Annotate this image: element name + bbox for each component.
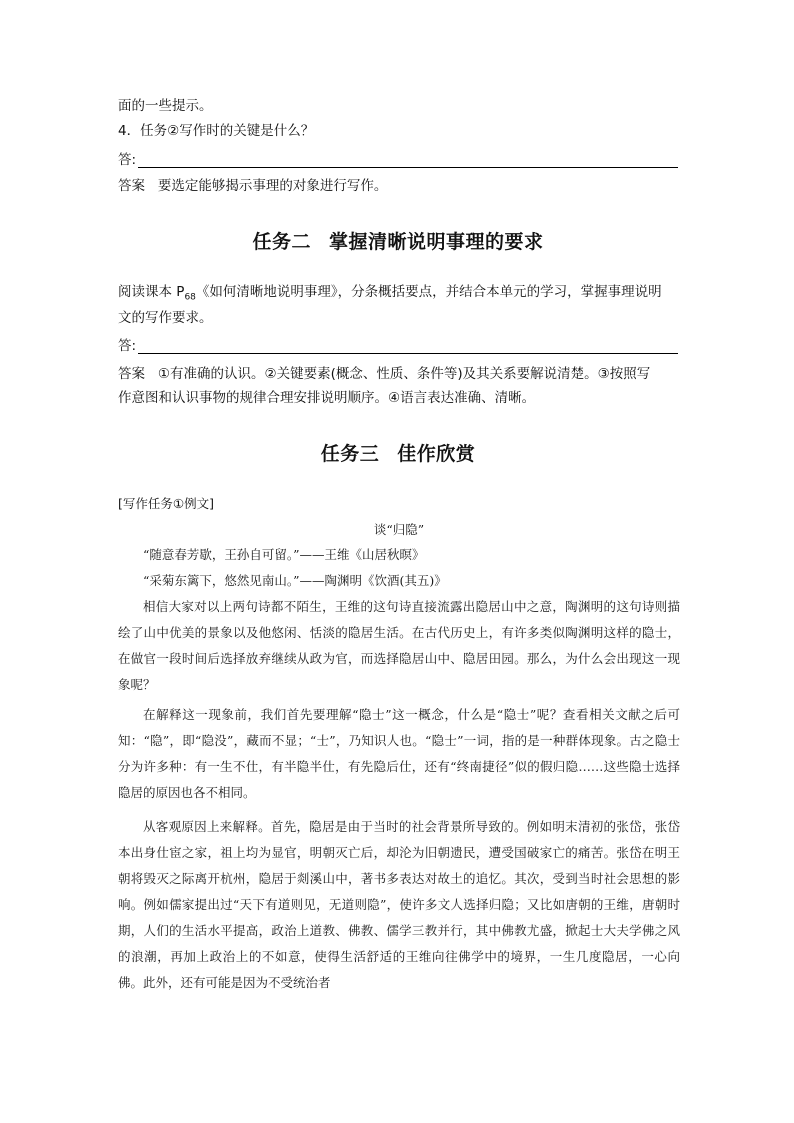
answer-underline [138, 353, 678, 354]
task2-heading-number: 任务二 [252, 231, 311, 253]
answer-blank-task2[interactable] [118, 336, 678, 356]
answer-prompt: 答: [118, 152, 137, 168]
task2-instruction-part1: 阅读课本 P [118, 284, 185, 300]
question-4: 4．任务②写作时的关键是什么？ [118, 123, 315, 139]
essay-paragraph-2: 在解释这一现象前，我们首先要理解“隐士”这一概念，什么是“隐士”呢？查看相关文献之后可知：“隐”，即“隐没”，藏而不显；“士”，乃知识人也。“隐士”一词，指的是一种群体现象。古之隐士分为许多种：有一生不仕，有半隐半仕，有先隐后仕，还有“终南捷径”似的假归隐……这些隐士选择隐居的原因也各不相同。 [118, 707, 680, 800]
task2-instruction [118, 282, 678, 308]
task2-answer-line1 [118, 364, 678, 384]
essay-title: 谈“归隐” [373, 522, 425, 537]
task2-answer-line2: 作意图和认识事物的规律合理安排说明顺序。④语言表达准确、清晰。 [118, 390, 536, 406]
task3-heading-title: 佳作欣赏 [397, 443, 476, 465]
answer-label: 答案 [118, 366, 145, 382]
answer-text: ①有准确的认识。②关键要素(概念、性质、条件等)及其关系要解说清楚。③按照写 [157, 366, 651, 382]
task3-heading [118, 441, 678, 467]
example-label: [写作任务①例文] [118, 496, 214, 511]
answer-prompt: 答: [118, 338, 137, 354]
task3-heading-number: 任务三 [320, 443, 380, 465]
task2-instruction-part2: 《如何清晰地说明事理》，分条概括要点，并结合本单元的学习，掌握事理说明 [195, 284, 662, 300]
essay-paragraph-3: 从客观原因上来解释。首先，隐居是由于当时的社会背景所导致的。例如明末清初的张岱，张岱本出身仕宦之家，祖上均为显官，明朝灭亡后，却沦为旧朝遗民，遭受国破家亡的痛苦。张岱在明王朝将毁灭之际离开杭州，隐居于剡溪山中，著书多表达对故土的追忆。其次，受到当时社会思想的影响。例如儒家提出过“天下有道则见，无道则隐”，使许多文人选择归隐；又比如唐朝的王维，唐朝时期，人们的生活水平提高，政治上道教、佛教、儒学三教并行，其中佛教尤盛，掀起士大夫学佛之风的浪潮，再加上政治上的不如意，使得生活舒适的王维向往佛学中的境界，一生几度隐居，一心向佛。此外，还有可能是因为不受统治者 [118, 819, 680, 990]
answer-blank-q4[interactable] [118, 150, 678, 170]
answer-label: 答案 [118, 178, 145, 194]
task2-instruction-line2: 文的写作要求。 [118, 310, 213, 326]
task2-heading [118, 229, 678, 255]
answer-q4 [118, 176, 678, 196]
essay-quote-2: “采菊东篱下，悠然见南山。”——陶渊明《饮酒(其五)》 [143, 573, 447, 588]
essay [118, 518, 680, 996]
page-number-subscript: 68 [184, 292, 196, 303]
answer-underline [138, 167, 678, 168]
essay-paragraph-1: 相信大家对以上两句诗都不陌生，王维的这句诗直接流露出隐居山中之意，陶渊明的这句诗则描绘了山中优美的景象以及他悠闲、恬淡的隐居生活。在古代历史上，有许多类似陶渊明这样的隐士，在做官一段时间后选择放弃继续从政为官，而选择隐居山中、隐居田园。那么，为什么会出现这一现象呢？ [118, 599, 680, 692]
answer-text: 要选定能够揭示事理的对象进行写作。 [157, 178, 388, 194]
task2-heading-title: 掌握清晰说明事理的要求 [329, 231, 544, 253]
intro-continuation: 面的一些提示。 [118, 98, 213, 114]
essay-quote-1: “随意春芳歇，王孙自可留。”——王维《山居秋暝》 [143, 547, 425, 562]
